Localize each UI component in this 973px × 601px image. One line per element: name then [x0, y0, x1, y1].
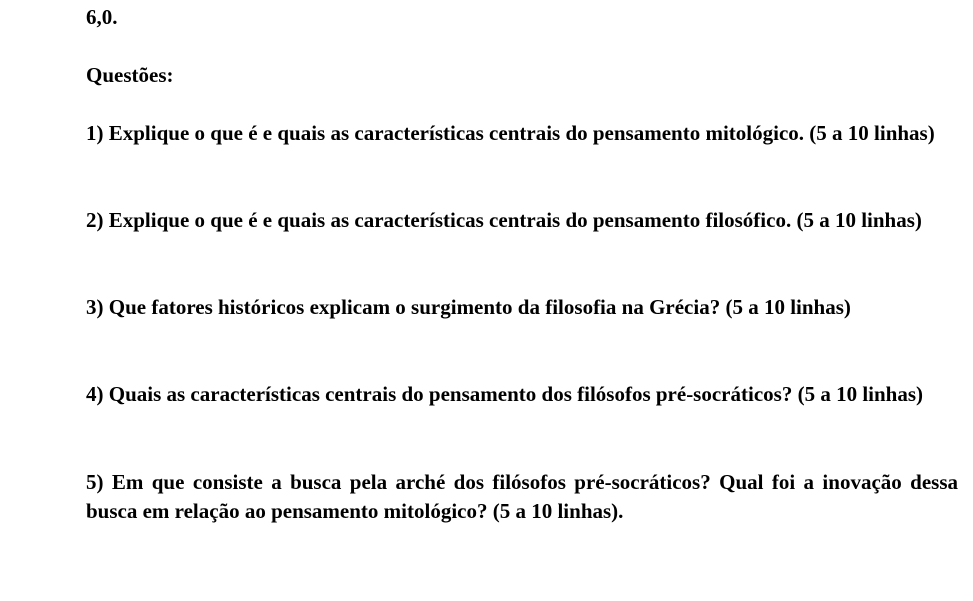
questions-heading: Questões: — [86, 63, 174, 87]
question-3: 3) Que fatores históricos explicam o surgimento da filosofia na Grécia? (5 a 10 linhas) — [86, 295, 851, 319]
score-fragment: 6,0. — [86, 5, 118, 29]
question-4: 4) Quais as características centrais do pensamento dos filósofos pré-socráticos? (5 a 10 linhas) — [86, 382, 924, 406]
question-5: 5) Em que consiste a busca pela arché dos filósofos pré-socráticos? Qual foi a inovação dessa busca em relação ao pensamento mitológico? (5 a 10 linhas). — [86, 470, 958, 523]
question-1: 1) Explique o que é e quais as características centrais do pensamento mitológico. (5 a 10 linhas) — [86, 121, 935, 145]
question-2: 2) Explique o que é e quais as características centrais do pensamento filosófico. (5 a 10 linhas) — [86, 208, 922, 232]
